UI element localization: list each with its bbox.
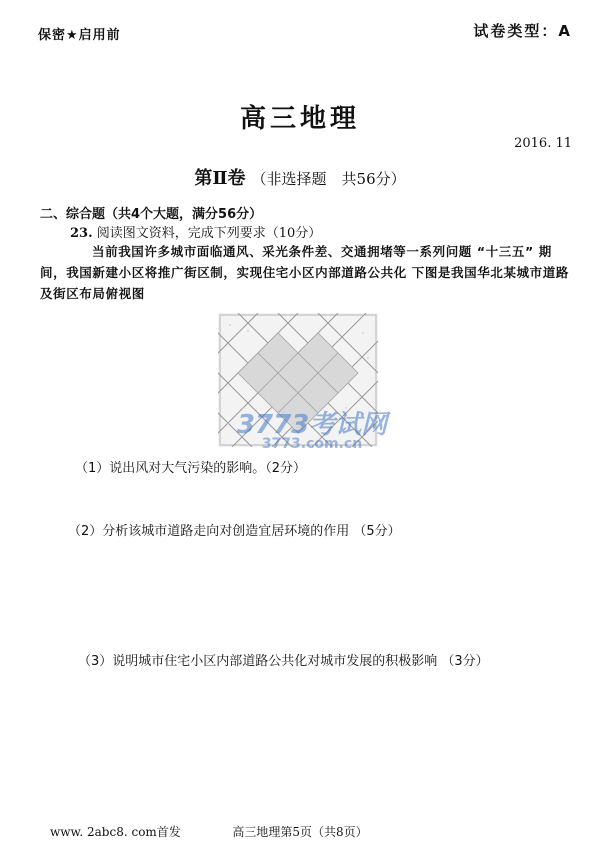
footer-website: www. 2abc8. com首发 bbox=[50, 825, 181, 839]
sub-question-3: （3）说明城市住宅小区内部道路公共化对城市发展的积极影响 （3分） bbox=[78, 654, 489, 669]
page-title: 高三地理 bbox=[239, 104, 360, 134]
volume-note: （非选择题 共56分） bbox=[251, 170, 406, 188]
question-23-paragraph: 当前我国许多城市面临通风、采光条件差、交通拥堵等一系列问题 “十三五” 期间，我国新建小区将推广街区制，实现住宅小区内部道路公共化 下图是我国华北某城市道路及街区布局俯视图 bbox=[40, 244, 569, 301]
paper-type-label: 试卷类型：A bbox=[473, 22, 572, 40]
footer-page-number: 高三地理第5页（共8页） bbox=[232, 825, 368, 839]
section-heading bbox=[0, 164, 600, 190]
watermark-url: 3773.com.cn bbox=[261, 436, 363, 452]
volume-label: 第Ⅱ卷 bbox=[194, 168, 246, 189]
watermark-logo: 3773考试网 bbox=[236, 410, 388, 440]
sub-question-2: （2）分析该城市道路走向对创造宜居环境的作用 （5分） bbox=[68, 524, 401, 539]
question-23-header bbox=[70, 222, 321, 241]
exam-date: 2016. 11 bbox=[514, 136, 572, 151]
sub-question-1: （1）说出风对大气污染的影响。（2分） bbox=[75, 461, 307, 476]
question-instruction: 阅读图文资料，完成下列要求（10分） bbox=[96, 226, 322, 241]
confidential-label: 保密★启用前 bbox=[38, 28, 121, 43]
part-heading: 二、综合题（共4个大题，满分56分） bbox=[40, 207, 263, 222]
question-number: 23. bbox=[70, 226, 93, 241]
